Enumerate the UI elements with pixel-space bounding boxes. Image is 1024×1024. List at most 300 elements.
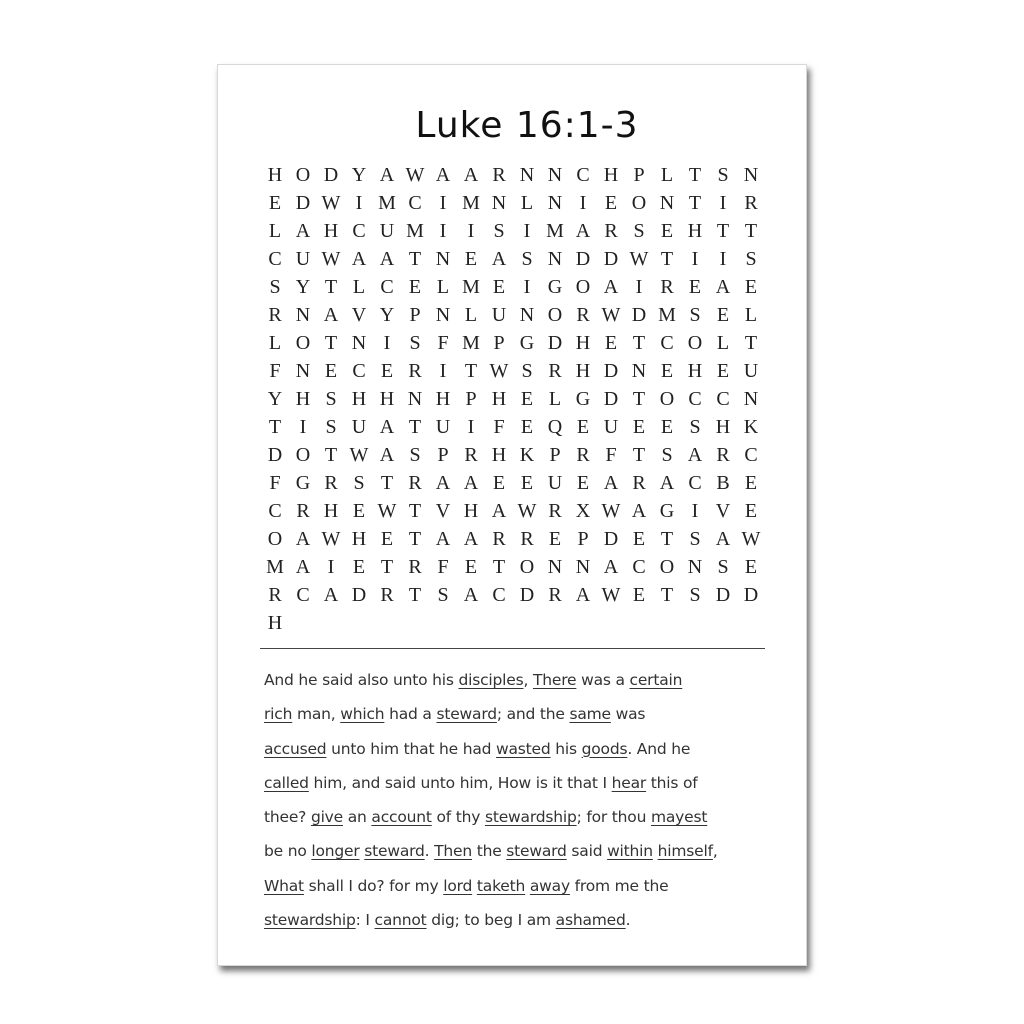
grid-letter: A — [463, 472, 479, 494]
divider — [260, 648, 765, 649]
grid-letter: E — [716, 304, 730, 326]
grid-letter: N — [631, 360, 647, 382]
grid-letter: M — [462, 332, 480, 354]
grid-letter: T — [632, 444, 646, 466]
grid-letter: A — [603, 472, 619, 494]
grid-letter: W — [377, 500, 397, 522]
grid-letter: H — [575, 332, 591, 354]
grid-letter: N — [547, 248, 563, 270]
grid-letter: T — [408, 416, 422, 438]
grid-letter: R — [268, 304, 282, 326]
passage-line — [264, 732, 764, 766]
grid-letter: I — [579, 192, 587, 214]
passage-text: the — [471, 842, 507, 861]
grid-letter: E — [632, 528, 646, 550]
grid-letter: W — [405, 164, 425, 186]
grid-letter: D — [547, 332, 563, 354]
passage-text: of thy — [431, 808, 485, 827]
grid-letter: H — [687, 220, 703, 242]
grid-letter: W — [601, 304, 621, 326]
grid-letter: S — [717, 556, 729, 578]
grid-letter: L — [436, 276, 450, 298]
grid-letter: W — [629, 248, 649, 270]
grid-letter: W — [321, 248, 341, 270]
grid-letter: H — [687, 360, 703, 382]
grid-letter: S — [353, 472, 365, 494]
hidden-word: goods — [581, 739, 628, 758]
grid-letter: A — [295, 528, 311, 550]
grid-letter: E — [380, 360, 394, 382]
grid-letter: T — [744, 332, 758, 354]
grid-letter: D — [323, 164, 339, 186]
grid-letter: L — [352, 276, 366, 298]
grid-letter: P — [465, 388, 477, 410]
grid-letter: V — [715, 500, 731, 522]
grid-letter: N — [519, 304, 535, 326]
grid-letter: A — [631, 500, 647, 522]
grid-letter: T — [660, 584, 674, 606]
grid-letter: T — [688, 164, 702, 186]
grid-letter: N — [295, 360, 311, 382]
grid-letter: S — [689, 416, 701, 438]
grid-letter: W — [349, 444, 369, 466]
grid-letter: B — [716, 472, 730, 494]
grid-letter: R — [576, 444, 590, 466]
grid-letter: R — [548, 500, 562, 522]
grid-letter: I — [439, 220, 447, 242]
hidden-word: stewardship — [484, 808, 577, 827]
passage-line — [264, 834, 764, 868]
grid-letter: Y — [267, 388, 283, 410]
grid-letter: O — [519, 556, 535, 578]
grid-letter: H — [603, 164, 619, 186]
grid-letter: I — [355, 192, 363, 214]
grid-letter: N — [743, 388, 759, 410]
grid-letter: E — [492, 472, 506, 494]
grid-letter: P — [437, 444, 449, 466]
grid-letter: A — [463, 528, 479, 550]
passage-text: ; and the — [496, 705, 570, 724]
grid-letter: E — [744, 500, 758, 522]
grid-letter: A — [435, 472, 451, 494]
passage-text: man, — [292, 705, 341, 724]
grid-letter: A — [379, 164, 395, 186]
grid-letter: E — [520, 388, 534, 410]
grid-letter: M — [266, 556, 284, 578]
grid-letter: E — [520, 416, 534, 438]
hidden-word: called — [264, 773, 309, 792]
grid-letter: E — [464, 556, 478, 578]
passage-text: . — [424, 842, 435, 861]
grid-letter: I — [467, 416, 475, 438]
grid-letter: A — [435, 528, 451, 550]
grid-letter: H — [715, 416, 731, 438]
grid-letter: F — [493, 416, 505, 438]
grid-letter: U — [743, 360, 759, 382]
grid-letter: C — [716, 388, 730, 410]
passage-line — [264, 766, 764, 800]
grid-letter: D — [295, 192, 311, 214]
grid-letter: E — [492, 276, 506, 298]
grid-letter: R — [324, 472, 338, 494]
grid-letter: R — [464, 444, 478, 466]
grid-letter: M — [462, 192, 480, 214]
grid-letter: A — [659, 472, 675, 494]
grid-letter: C — [660, 332, 674, 354]
grid-letter: Y — [351, 164, 367, 186]
grid-letter: F — [269, 360, 281, 382]
grid-letter: F — [269, 472, 281, 494]
hidden-word: account — [371, 808, 432, 827]
grid-letter: R — [716, 444, 730, 466]
grid-letter: W — [741, 528, 761, 550]
grid-letter: A — [603, 556, 619, 578]
grid-letter: I — [691, 500, 699, 522]
grid-letter: L — [744, 304, 758, 326]
grid-letter: M — [546, 220, 564, 242]
grid-letter: T — [632, 388, 646, 410]
grid-letter: O — [687, 332, 703, 354]
grid-letter: S — [633, 220, 645, 242]
grid-letter: N — [547, 192, 563, 214]
grid-letter: R — [576, 304, 590, 326]
grid-letter: S — [689, 584, 701, 606]
grid-letter: T — [324, 332, 338, 354]
passage-text: thee? — [264, 808, 311, 827]
grid-letter: M — [378, 192, 396, 214]
grid-letter: D — [603, 388, 619, 410]
grid-letter: E — [604, 332, 618, 354]
grid-letter: R — [408, 360, 422, 382]
grid-letter: U — [491, 304, 507, 326]
grid-letter: C — [268, 248, 282, 270]
grid-letter: T — [408, 500, 422, 522]
grid-letter: S — [521, 248, 533, 270]
grid-letter: E — [660, 220, 674, 242]
grid-letter: O — [547, 304, 563, 326]
grid-letter: W — [321, 192, 341, 214]
grid-letter: I — [467, 220, 475, 242]
hidden-word: accused — [264, 739, 327, 758]
hidden-word: There — [532, 671, 577, 689]
grid-letter: E — [660, 360, 674, 382]
grid-letter: T — [744, 220, 758, 242]
hidden-word: rich — [264, 705, 293, 724]
grid-letter: S — [409, 444, 421, 466]
hidden-word: lord — [443, 876, 473, 895]
grid-letter: F — [437, 556, 449, 578]
grid-letter: G — [547, 276, 563, 298]
grid-letter: N — [351, 332, 367, 354]
grid-letter: R — [548, 584, 562, 606]
hidden-word: within — [607, 842, 653, 861]
grid-letter: C — [352, 220, 366, 242]
hidden-word: taketh — [476, 876, 526, 895]
passage-text: ; for thou — [576, 808, 651, 827]
hidden-word: disciples — [458, 671, 524, 689]
grid-letter: O — [659, 388, 675, 410]
grid-letter: S — [409, 332, 421, 354]
grid-letter: C — [688, 388, 702, 410]
grid-letter: E — [408, 276, 422, 298]
grid-letter: N — [547, 556, 563, 578]
grid-letter: I — [439, 192, 447, 214]
grid-letter: V — [351, 304, 367, 326]
passage-text: . — [625, 911, 631, 930]
grid-letter: R — [268, 584, 282, 606]
grid-letter: T — [408, 248, 422, 270]
grid-letter: S — [493, 220, 505, 242]
hidden-word: steward — [364, 842, 425, 861]
grid-letter: P — [409, 304, 421, 326]
hidden-word: hear — [611, 773, 647, 792]
grid-letter: S — [521, 360, 533, 382]
grid-letter: D — [575, 248, 591, 270]
grid-letter: I — [719, 248, 727, 270]
hidden-word: which — [340, 705, 385, 724]
grid-letter: E — [464, 248, 478, 270]
grid-letter: E — [744, 472, 758, 494]
grid-letter: R — [408, 472, 422, 494]
passage-line — [264, 800, 764, 834]
grid-letter: C — [268, 500, 282, 522]
grid-letter: A — [323, 584, 339, 606]
grid-letter: L — [716, 332, 730, 354]
grid-letter: O — [659, 556, 675, 578]
grid-letter: R — [604, 220, 618, 242]
grid-letter: I — [523, 220, 531, 242]
hidden-word: longer — [311, 842, 360, 861]
grid-letter: S — [661, 444, 673, 466]
scripture-passage — [264, 663, 764, 937]
grid-letter: L — [464, 304, 478, 326]
grid-letter: W — [601, 500, 621, 522]
grid-letter: M — [462, 276, 480, 298]
grid-letter: N — [295, 304, 311, 326]
grid-letter: S — [689, 528, 701, 550]
hidden-word: give — [310, 808, 343, 827]
grid-letter: T — [408, 528, 422, 550]
grid-letter: A — [323, 304, 339, 326]
passage-text: shall I do? for my — [303, 876, 444, 895]
grid-letter: D — [631, 304, 647, 326]
grid-letter: S — [745, 248, 757, 270]
grid-letter: N — [575, 556, 591, 578]
grid-letter: A — [351, 248, 367, 270]
grid-letter: E — [632, 416, 646, 438]
grid-letter: H — [351, 528, 367, 550]
grid-letter: C — [576, 164, 590, 186]
grid-letter: E — [632, 584, 646, 606]
grid-letter: L — [520, 192, 534, 214]
grid-letter: N — [519, 164, 535, 186]
grid-letter: C — [688, 472, 702, 494]
grid-letter: R — [660, 276, 674, 298]
grid-letter: T — [380, 556, 394, 578]
grid-letter: C — [744, 444, 758, 466]
grid-letter: T — [464, 360, 478, 382]
grid-letter: R — [380, 584, 394, 606]
hidden-word: away — [529, 876, 570, 895]
grid-letter: P — [493, 332, 505, 354]
grid-letter: E — [688, 276, 702, 298]
grid-letter: H — [295, 388, 311, 410]
grid-letter: S — [325, 388, 337, 410]
grid-letter: A — [435, 164, 451, 186]
grid-letter: A — [491, 500, 507, 522]
grid-letter: N — [435, 304, 451, 326]
grid-letter: H — [323, 220, 339, 242]
grid-letter: H — [575, 360, 591, 382]
grid-letter: U — [295, 248, 311, 270]
grid-letter: A — [295, 220, 311, 242]
grid-letter: S — [437, 584, 449, 606]
grid-letter: N — [659, 192, 675, 214]
grid-letter: A — [715, 528, 731, 550]
passage-line — [264, 663, 764, 697]
grid-letter: U — [603, 416, 619, 438]
grid-letter: H — [491, 444, 507, 466]
grid-letter: O — [295, 444, 311, 466]
grid-letter: D — [351, 584, 367, 606]
grid-letter: W — [321, 528, 341, 550]
grid-letter: I — [439, 360, 447, 382]
grid-letter: E — [352, 556, 366, 578]
passage-text: : I — [355, 911, 375, 930]
passage-text: , — [712, 842, 718, 861]
grid-letter: C — [408, 192, 422, 214]
grid-letter: H — [463, 500, 479, 522]
grid-letter: T — [408, 584, 422, 606]
grid-letter: Q — [547, 416, 563, 438]
grid-letter: D — [603, 360, 619, 382]
grid-letter: E — [716, 360, 730, 382]
grid-letter: R — [744, 192, 758, 214]
hidden-word: steward — [436, 705, 497, 724]
passage-text: , — [523, 671, 533, 689]
grid-letter: A — [687, 444, 703, 466]
grid-letter: T — [660, 528, 674, 550]
grid-letter: A — [295, 556, 311, 578]
grid-letter: K — [519, 444, 535, 466]
grid-letter: A — [715, 276, 731, 298]
grid-letter: T — [688, 192, 702, 214]
passage-text: said — [566, 842, 608, 861]
grid-letter: S — [325, 416, 337, 438]
grid-letter: P — [577, 528, 589, 550]
grid-letter: O — [267, 528, 283, 550]
grid-letter: I — [299, 416, 307, 438]
grid-letter: T — [380, 472, 394, 494]
passage-text: his — [550, 739, 582, 758]
grid-letter: E — [744, 276, 758, 298]
grid-letter: U — [435, 416, 451, 438]
passage-line — [264, 903, 764, 937]
grid-letter: N — [435, 248, 451, 270]
grid-letter: E — [604, 192, 618, 214]
hidden-word: mayest — [650, 808, 708, 827]
passage-text: . And he — [627, 739, 691, 758]
grid-letter: P — [549, 444, 561, 466]
grid-letter: U — [351, 416, 367, 438]
grid-letter: W — [489, 360, 509, 382]
hidden-word: himself — [657, 842, 713, 861]
grid-letter: S — [689, 304, 701, 326]
grid-letter: L — [268, 332, 282, 354]
passage-text: this of — [646, 773, 698, 792]
grid-letter: H — [491, 388, 507, 410]
grid-letter: L — [268, 220, 282, 242]
grid-letter: U — [379, 220, 395, 242]
grid-letter: X — [575, 500, 591, 522]
passage-line — [264, 697, 764, 731]
grid-letter: C — [380, 276, 394, 298]
passage-text: unto him that he had — [326, 739, 497, 758]
grid-letter: N — [491, 192, 507, 214]
passage-line — [264, 869, 764, 903]
worksheet-page — [217, 64, 807, 966]
grid-letter: G — [575, 388, 591, 410]
grid-letter: R — [492, 528, 506, 550]
grid-letter: M — [658, 304, 676, 326]
grid-letter: Y — [295, 276, 311, 298]
passage-text: was — [610, 705, 646, 724]
grid-letter: E — [576, 472, 590, 494]
grid-letter: I — [635, 276, 643, 298]
grid-letter: A — [491, 248, 507, 270]
grid-letter: C — [296, 584, 310, 606]
grid-letter: H — [351, 388, 367, 410]
grid-letter: A — [575, 584, 591, 606]
grid-letter: I — [719, 192, 727, 214]
passage-text: was a — [576, 671, 630, 689]
grid-letter: D — [715, 584, 731, 606]
grid-letter: P — [633, 164, 645, 186]
grid-letter: A — [575, 220, 591, 242]
grid-letter: O — [295, 332, 311, 354]
grid-letter: W — [601, 584, 621, 606]
grid-letter: T — [660, 248, 674, 270]
grid-letter: V — [435, 500, 451, 522]
grid-letter: S — [717, 164, 729, 186]
hidden-word: certain — [629, 671, 683, 689]
grid-letter: H — [267, 164, 283, 186]
grid-letter: O — [631, 192, 647, 214]
grid-letter: C — [352, 360, 366, 382]
grid-letter: A — [603, 276, 619, 298]
grid-letter: Y — [379, 304, 395, 326]
grid-letter: E — [352, 500, 366, 522]
grid-letter: D — [603, 528, 619, 550]
grid-letter: R — [492, 164, 506, 186]
grid-letter: T — [324, 276, 338, 298]
grid-letter: A — [379, 248, 395, 270]
grid-letter: I — [327, 556, 335, 578]
grid-letter: T — [268, 416, 282, 438]
grid-letter: M — [406, 220, 424, 242]
grid-letter: E — [520, 472, 534, 494]
grid-letter: E — [744, 556, 758, 578]
hidden-word: Then — [434, 842, 472, 861]
grid-letter: G — [519, 332, 535, 354]
grid-letter: G — [659, 500, 675, 522]
grid-letter: D — [519, 584, 535, 606]
grid-letter: F — [605, 444, 617, 466]
grid-letter: A — [463, 164, 479, 186]
grid-letter: S — [269, 276, 281, 298]
grid-letter: C — [632, 556, 646, 578]
grid-letter: R — [632, 472, 646, 494]
